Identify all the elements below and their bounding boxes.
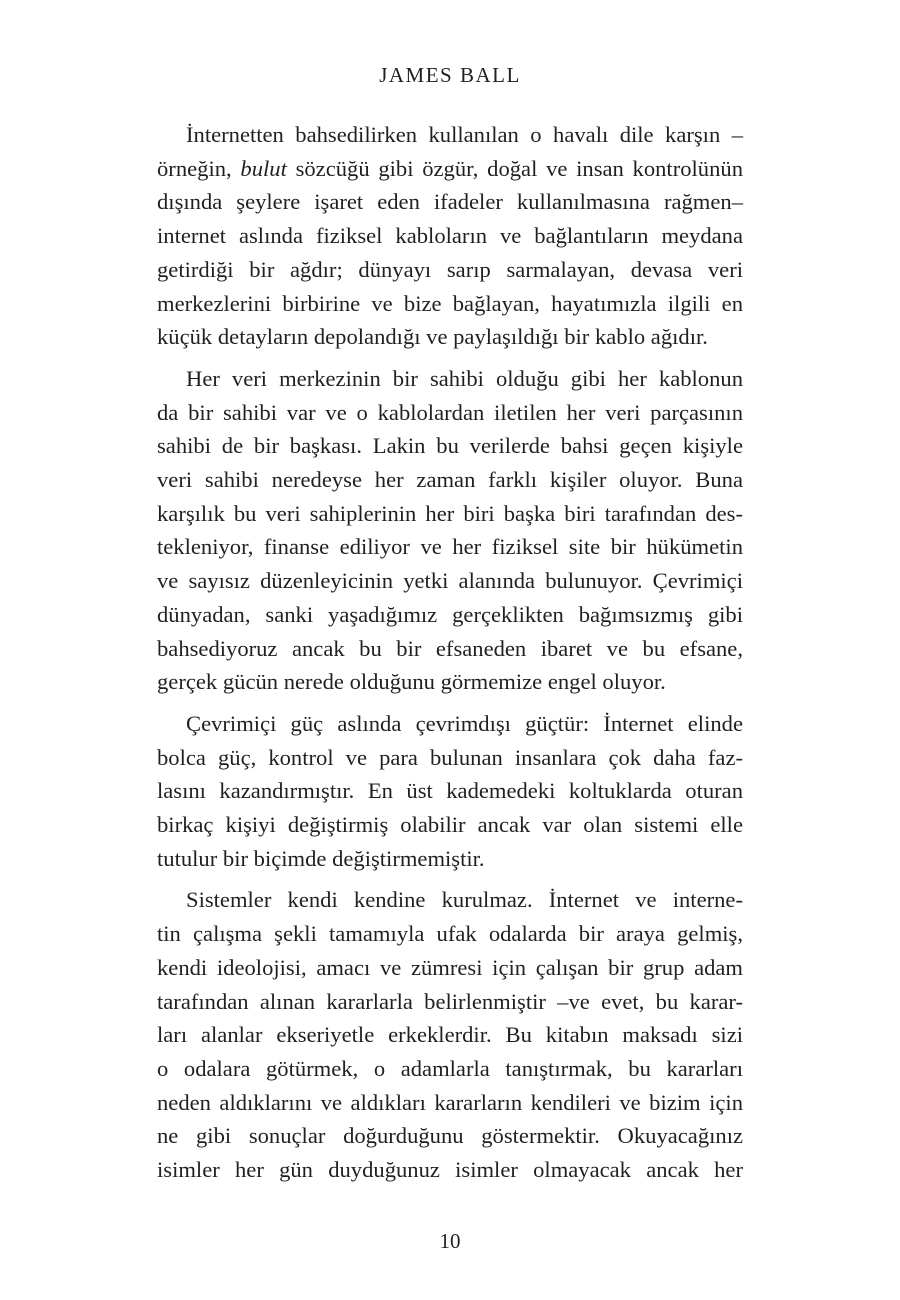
text-segment: Çevrimiçi güç aslında çevrimdışı güçtür: İnternet elinde bbox=[186, 710, 743, 736]
text-line bbox=[157, 253, 743, 287]
text-segment: ları alanlar ekseriyetle erkeklerdir. Bu kitabın maksadı sizi bbox=[157, 1022, 743, 1048]
text-line bbox=[157, 741, 743, 775]
text-line bbox=[157, 808, 743, 842]
text-line bbox=[157, 1052, 743, 1086]
paragraph bbox=[157, 118, 743, 354]
text-line bbox=[157, 985, 743, 1019]
text-line bbox=[157, 429, 743, 463]
text-line bbox=[157, 118, 743, 152]
text-line bbox=[157, 1018, 743, 1052]
text-segment: da bir sahibi var ve o kablolardan iletilen her veri parçasının bbox=[157, 399, 743, 425]
text-segment: Sistemler kendi kendine kurulmaz. İnternet ve interne- bbox=[186, 887, 743, 913]
text-segment: isimler her gün duyduğunuz isimler olmayacak ancak her bbox=[157, 1157, 743, 1183]
running-head: JAMES BALL bbox=[379, 63, 521, 87]
text-segment: dünyadan, sanki yaşadığımız gerçeklikten bağımsızmış gibi bbox=[157, 601, 743, 627]
text-line bbox=[157, 219, 743, 253]
paragraph bbox=[157, 883, 743, 1186]
text-line bbox=[157, 1119, 743, 1153]
text-segment: bolca güç, kontrol ve para bulunan insanlara çok daha faz- bbox=[157, 744, 743, 770]
text-segment: ve sayısız düzenleyicinin yetki alanında bulunuyor. Çevrimiçi bbox=[157, 568, 743, 594]
text-segment: merkezlerini birbirine ve bize bağlayan, hayatımızla ilgili en bbox=[157, 290, 743, 316]
text-segment: internet aslında fiziksel kabloların ve bağlantıların meydana bbox=[157, 223, 743, 249]
text-segment: tarafından alınan kararlarla belirlenmiştir –ve evet, bu karar- bbox=[157, 988, 743, 1014]
text-segment: küçük detayların depolandığı ve paylaşıldığı bir kablo ağıdır. bbox=[157, 324, 708, 350]
text-line bbox=[157, 497, 743, 531]
text-segment: ne gibi sonuçlar doğurduğunu göstermektir. Okuyacağınız bbox=[157, 1123, 743, 1149]
text-segment: dışında şeylere işaret eden ifadeler kullanılmasına rağmen– bbox=[157, 189, 743, 215]
italic-term: bulut bbox=[240, 155, 287, 181]
text-segment: tutulur bir biçimde değiştirmemiştir. bbox=[157, 845, 485, 871]
text-line bbox=[157, 287, 743, 321]
text-line bbox=[157, 1086, 743, 1120]
text-line bbox=[157, 564, 743, 598]
text-segment: tin çalışma şekli tamamıyla ufak odalarda bir araya gelmiş, bbox=[157, 921, 743, 947]
text-line bbox=[157, 665, 743, 699]
text-line bbox=[157, 463, 743, 497]
text-segment: tekleniyor, finanse ediliyor ve her fiziksel site bir hükümetin bbox=[157, 534, 743, 560]
text-line bbox=[157, 598, 743, 632]
text-segment: gerçek gücün nerede olduğunu görmemize engel oluyor. bbox=[157, 669, 666, 695]
text-segment: veri sahibi neredeyse her zaman farklı kişiler oluyor. Buna bbox=[157, 467, 743, 493]
text-segment: bahsediyoruz ancak bu bir efsaneden ibaret ve bu efsane, bbox=[157, 635, 743, 661]
body-text bbox=[157, 118, 743, 1195]
text-segment: lasını kazandırmıştır. En üst kademedeki koltuklarda oturan bbox=[157, 778, 743, 804]
paragraph bbox=[157, 362, 743, 699]
text-segment: kendi ideolojisi, amacı ve zümresi için çalışan bir grup adam bbox=[157, 954, 743, 980]
text-segment: sözcüğü gibi özgür, doğal ve insan kontrolünün bbox=[286, 155, 743, 181]
text-line bbox=[157, 707, 743, 741]
text-segment: o odalara götürmek, o adamlarla tanıştırmak, bu kararları bbox=[157, 1055, 743, 1081]
text-line bbox=[157, 530, 743, 564]
text-segment: birkaç kişiyi değiştirmiş olabilir ancak var olan sistemi elle bbox=[157, 812, 743, 838]
text-line bbox=[157, 152, 743, 186]
text-segment: örneğin, bbox=[157, 155, 241, 181]
text-line bbox=[157, 1153, 743, 1187]
page-number: 10 bbox=[439, 1229, 461, 1253]
text-segment: İnternetten bahsedilirken kullanılan o havalı dile karşın – bbox=[186, 122, 743, 147]
text-segment: neden aldıklarını ve aldıkları kararların kendileri ve bizim için bbox=[157, 1089, 743, 1115]
text-line bbox=[157, 632, 743, 666]
text-segment: getirdiği bir ağdır; dünyayı sarıp sarmalayan, devasa veri bbox=[157, 256, 743, 282]
text-line bbox=[157, 842, 743, 876]
paragraph bbox=[157, 707, 743, 876]
text-line bbox=[157, 320, 743, 354]
text-line bbox=[157, 185, 743, 219]
text-line bbox=[157, 396, 743, 430]
text-line bbox=[157, 774, 743, 808]
text-line bbox=[157, 951, 743, 985]
text-segment: sahibi de bir başkası. Lakin bu verilerde bahsi geçen kişiyle bbox=[157, 433, 743, 459]
text-line bbox=[157, 883, 743, 917]
text-line bbox=[157, 917, 743, 951]
text-line bbox=[157, 362, 743, 396]
text-segment: karşılık bu veri sahiplerinin her biri başka biri tarafından des- bbox=[157, 500, 743, 526]
text-segment: Her veri merkezinin bir sahibi olduğu gibi her kablonun bbox=[186, 365, 743, 391]
